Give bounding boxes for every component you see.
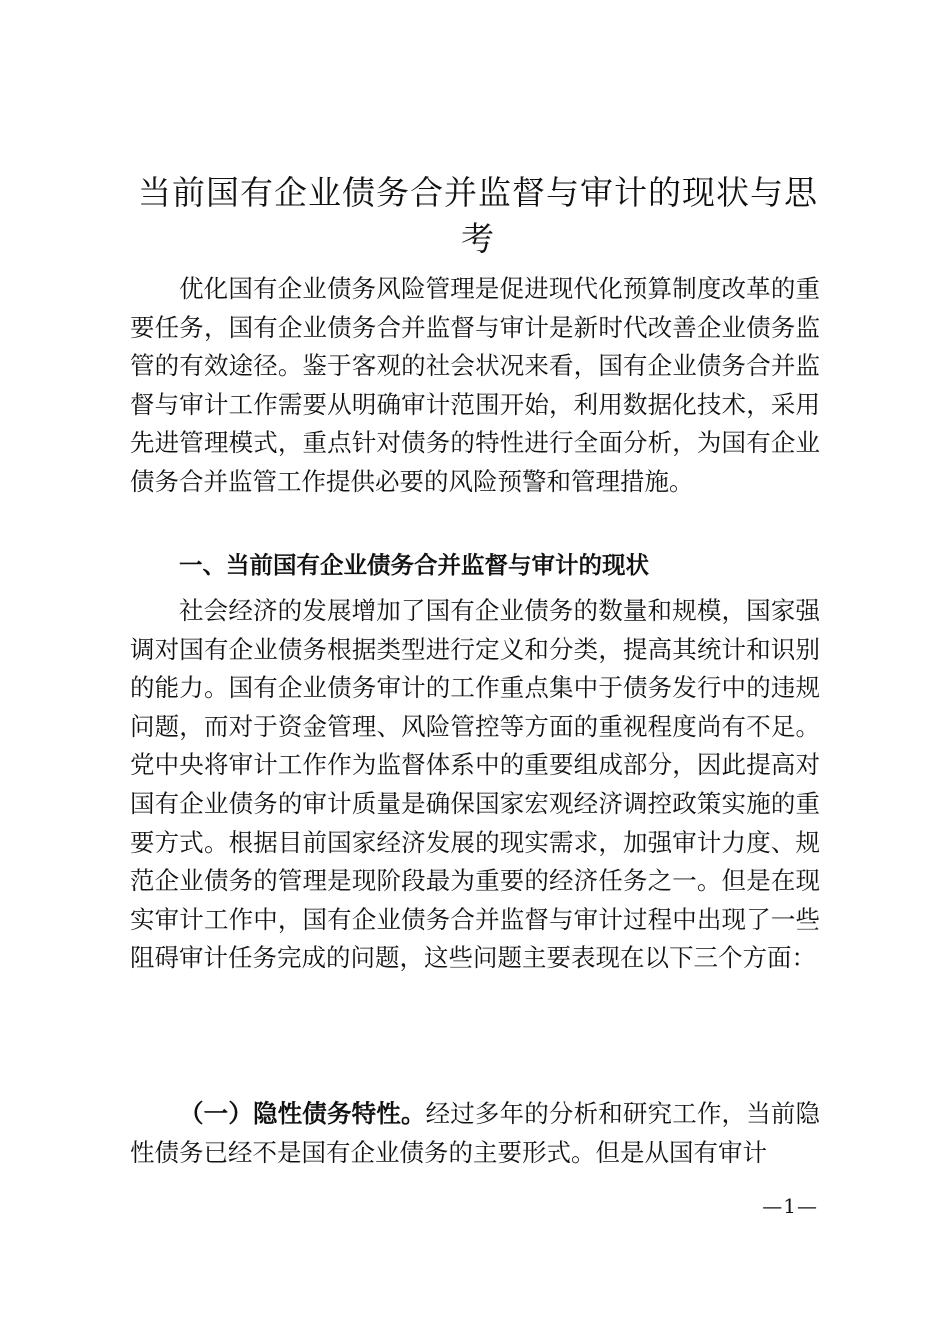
subsection-text: 经过多年的分析和研究工作，当前隐性债务已经不是国有企业债务的主要形式。但是从国有审计: [130, 1099, 821, 1167]
subsection-heading: （一）隐性债务特性。: [179, 1099, 426, 1128]
page-number: —1—: [762, 1194, 818, 1218]
section-paragraph: 社会经济的发展增加了国有企业债务的数量和规模，国家强调对国有企业债务根据类型进行定义和分类，提高其统计和识别的能力。国有企业债务审计的工作重点集中于债务发行中的违规问题，而对于资金管理、风险管控等方面的重视程度尚有不足。党中央将审计工作作为监督体系中的重要组成部分，因此提高对国有企业债务的审计质量是确保国家宏观经济调控政策实施的重要方式。根据目前国家经济发展的现实需求，加强审计力度、规范企业债务的管理是现阶段最为重要的经济任务之一。但是在现实审计工作中，国有企业债务合并监督与审计过程中出现了一些阻碍审计任务完成的问题，这些问题主要表现在以下三个方面：: [130, 596, 820, 973]
document-title: 当前国有企业债务合并监督与审计的现状与思考: [138, 173, 818, 258]
subsection-paragraph: [130, 1095, 820, 1172]
section-heading: 一、当前国有企业债务合并监督与审计的现状: [179, 551, 649, 579]
intro-paragraph: 优化国有企业债务风险管理是促进现代化预算制度改革的重要任务，国有企业债务合并监督与审计是新时代改善企业债务监管的有效途径。鉴于客观的社会状况来看，国有企业债务合并监督与审计工作需要从明确审计范围开始，利用数据化技术，采用先进管理模式，重点针对债务的特性进行全面分析，为国有企业债务合并监管工作提供必要的风险预警和管理措施。: [130, 274, 820, 496]
